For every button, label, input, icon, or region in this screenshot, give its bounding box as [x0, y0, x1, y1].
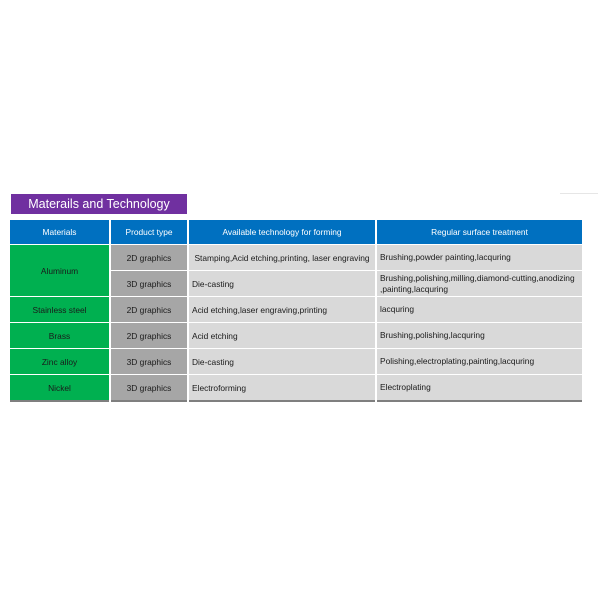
technology-cell: Acid etching,laser engraving,printing: [188, 297, 376, 323]
product-type-cell: 3D graphics: [110, 349, 188, 375]
technology-cell: Die-casting: [188, 349, 376, 375]
product-type-cell: 3D graphics: [110, 375, 188, 402]
table-title: Materails and Technology: [11, 194, 187, 214]
surface-cell: Brushing,polishing,lacquring: [376, 323, 582, 349]
column-header-materials: Materials: [10, 220, 110, 245]
table-row: [10, 297, 582, 323]
column-header-product-type: Product type: [110, 220, 188, 245]
divider: [560, 193, 598, 194]
header-row: [10, 220, 582, 245]
material-cell: Nickel: [10, 375, 110, 402]
surface-cell: Brushing,polishing,milling,diamond-cutting,anodizing ,painting,lacquring: [376, 271, 582, 297]
surface-cell: Polishing,electroplating,painting,lacquring: [376, 349, 582, 375]
product-type-cell: 3D graphics: [110, 271, 188, 297]
table-row: [10, 323, 582, 349]
table-row: [10, 375, 582, 402]
product-type-cell: 2D graphics: [110, 323, 188, 349]
technology-cell: Acid etching: [188, 323, 376, 349]
column-header-surface: Regular surface treatment: [376, 220, 582, 245]
technology-cell: Die-casting: [188, 271, 376, 297]
table-row: [10, 245, 582, 271]
technology-cell: Electroforming: [188, 375, 376, 402]
material-cell: Stainless steel: [10, 297, 110, 323]
material-cell: Aluminum: [10, 245, 110, 297]
table-row: [10, 349, 582, 375]
column-header-technology: Available technology for forming: [188, 220, 376, 245]
technology-cell: Stamping,Acid etching,printing, laser engraving: [188, 245, 376, 271]
surface-cell: lacquring: [376, 297, 582, 323]
surface-cell: Brushing,powder painting,lacquring: [376, 245, 582, 271]
product-type-cell: 2D graphics: [110, 245, 188, 271]
surface-cell: Electroplating: [376, 375, 582, 402]
material-cell: Brass: [10, 323, 110, 349]
materials-table: [10, 220, 582, 402]
material-cell: Zinc alloy: [10, 349, 110, 375]
product-type-cell: 2D graphics: [110, 297, 188, 323]
